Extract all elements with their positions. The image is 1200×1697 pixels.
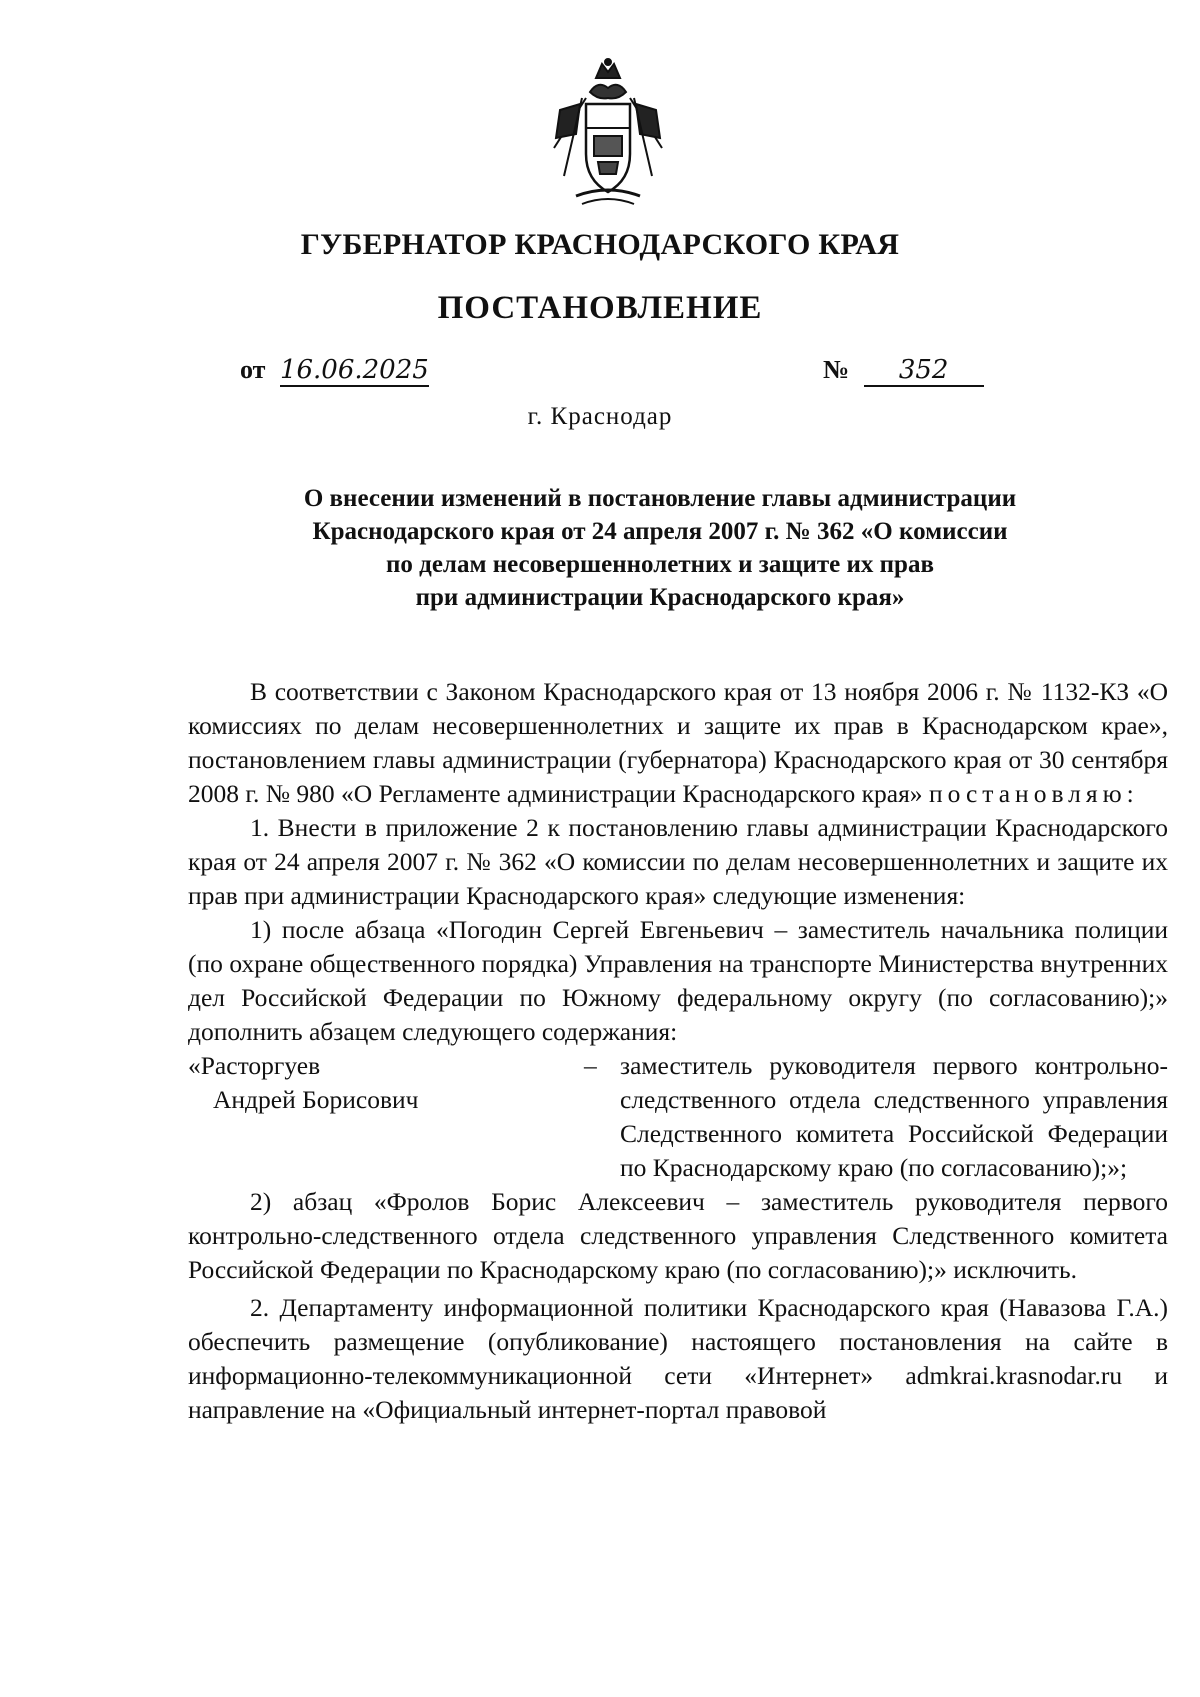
title-line: Краснодарского края от 24 апреля 2007 г. № 362 «О комиссии [312,518,1008,545]
item-1-paragraph: 1. Внести в приложение 2 к постановлению главы администрации Краснодарского края от 24 апреля 2007 г. № 362 «О комиссии по делам несовершеннолетних и защите их прав при администрации Краснодарского края» следующие изменения: [188,813,1168,910]
appointee-dash: – [584,1051,597,1080]
date-field [240,355,429,387]
issue-city: г. Краснодар [527,403,673,430]
handwritten-date: 16.06.2025 [279,355,429,385]
preamble-paragraph [188,675,1168,811]
resolves-word: постановляю: [928,779,1139,808]
document-title [230,482,1090,614]
title-line: по делам несовершеннолетних и защите их прав [386,551,934,578]
coat-of-arms-icon [546,58,670,208]
issuing-authority: ГУБЕРНАТОР КРАСНОДАРСКОГО КРАЯ [300,228,900,261]
appointee-surname: «Расторгуев [188,1051,321,1080]
document-body [188,675,1168,1427]
appointee-name [188,1049,584,1185]
item-2-paragraph: 2. Департаменту информационной политики Краснодарского края (Навазова Г.А.) обеспечить размещение (опубликование) настоящего постановления на сайте в информационно-телекоммуникационной сети «Интернет» admkrai.krasnodar.ru и направление на «Официальный интернет-портал правовой [188,1293,1168,1424]
title-line: О внесении изменений в постановление главы администрации [303,485,1017,512]
item-1-2-paragraph: 2) абзац «Фролов Борис Алексеевич – заместитель руководителя первого контрольно-следственного отдела следственного управления Следственного комитета Российской Федерации по Краснодарскому краю (по согласованию);» исключить. [188,1187,1168,1284]
date-prefix: от [240,355,266,384]
appointee-entry [188,1049,1168,1185]
appointee-role: заместитель руководителя первого контрольно-следственного отдела следственного управления Следственного комитета Российской Федерации по Краснодарскому краю (по согласованию);»; [620,1051,1168,1182]
appointee-given-names: Андрей Борисович [213,1085,419,1114]
handwritten-number: 352 [864,355,984,387]
number-prefix: № [823,355,850,384]
preamble-text: В соответствии с Законом Краснодарского края от 13 ноября 2006 г. № 1132-КЗ «О комиссиях по делам несовершеннолетних и защите их прав в Краснодарском крае», постановлением главы администрации (губернатора) Краснодарского края от 30 сентября 2008 г. № 980 «О Регламенте администрации Краснодарского края» [188,677,1168,808]
number-field [823,355,984,387]
item-1-1-paragraph: 1) после абзаца «Погодин Сергей Евгеньевич – заместитель начальника полиции (по охране общественного порядка) Управления на транспорте Министерства внутренних дел Российской Федерации по Южному федеральному округу (по согласованию);» дополнить абзацем следующего содержания: [188,915,1168,1046]
title-line: при администрации Краснодарского края» [415,584,905,611]
document-type: ПОСТАНОВЛЕНИЕ [437,290,763,326]
